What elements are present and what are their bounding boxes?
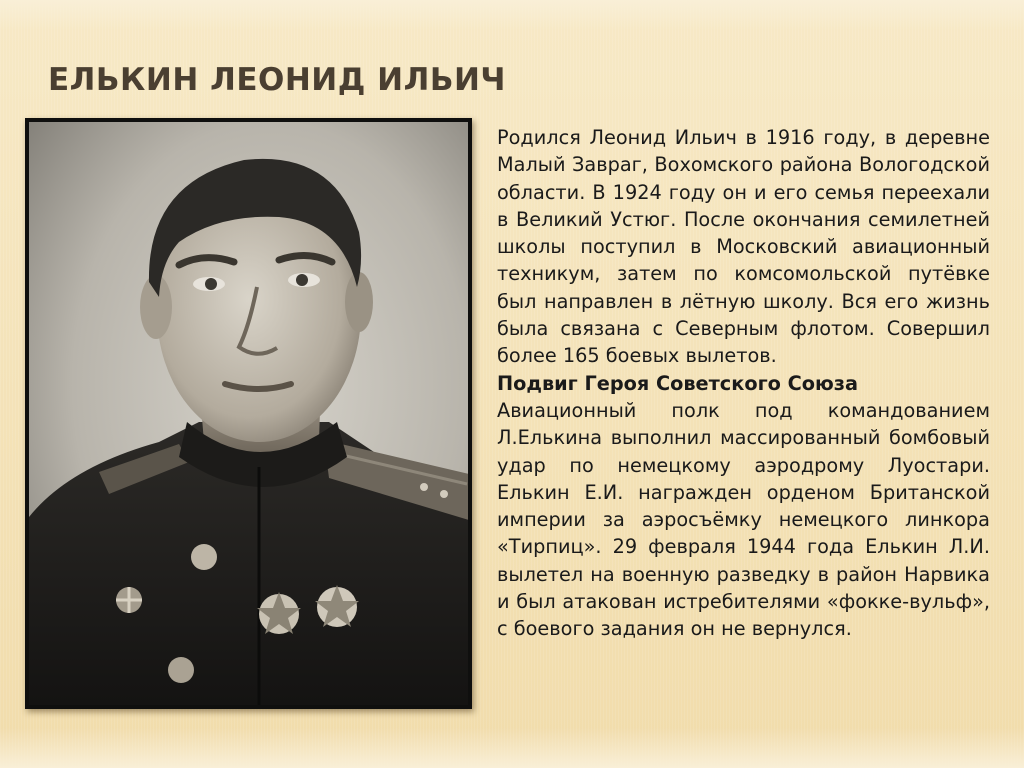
- right-ear: [345, 272, 373, 332]
- top-band: [0, 0, 1024, 30]
- bio-paragraph: Родился Леонид Ильич в 1916 году, в деревне Малый Завраг, Вохомского района Вологодской области. В 1924 году он и его семья переехали в Великий Устюг. После окончания семилетней школы поступил в Московский авиационный техникум, затем по комсомольской путёвке был направлен в лётную школу. Вся его жизнь была связана с Северным флотом. Совершил более 165 боевых вылетов.: [497, 126, 990, 368]
- bottom-band: [0, 728, 1024, 768]
- slide-title: ЕЛЬКИН ЛЕОНИД ИЛЬИЧ: [48, 62, 506, 98]
- feat-paragraph: Авиационный полк под командованием Л.Елькина выполнил массированный бомбовый удар по немецкому аэродрому Луостари. Елькин Е.И. награжден орденом Британской империи за аэросъёмку немецкого линкора «Тирпиц». 29 февраля 1944 года Елькин Л.И. вылетел на военную разведку в район Нарвика и был атакован истребителями «фокке-вульф», с боевого задания он не вернулся.: [497, 398, 990, 641]
- button-bottom: [168, 657, 194, 683]
- biography-text: [497, 124, 990, 643]
- feat-heading: Подвиг Героя Советского Союза: [497, 371, 858, 395]
- portrait-photo: [29, 122, 468, 705]
- button-top: [191, 544, 217, 570]
- medal-small: [116, 587, 142, 613]
- photo-frame: [25, 118, 472, 709]
